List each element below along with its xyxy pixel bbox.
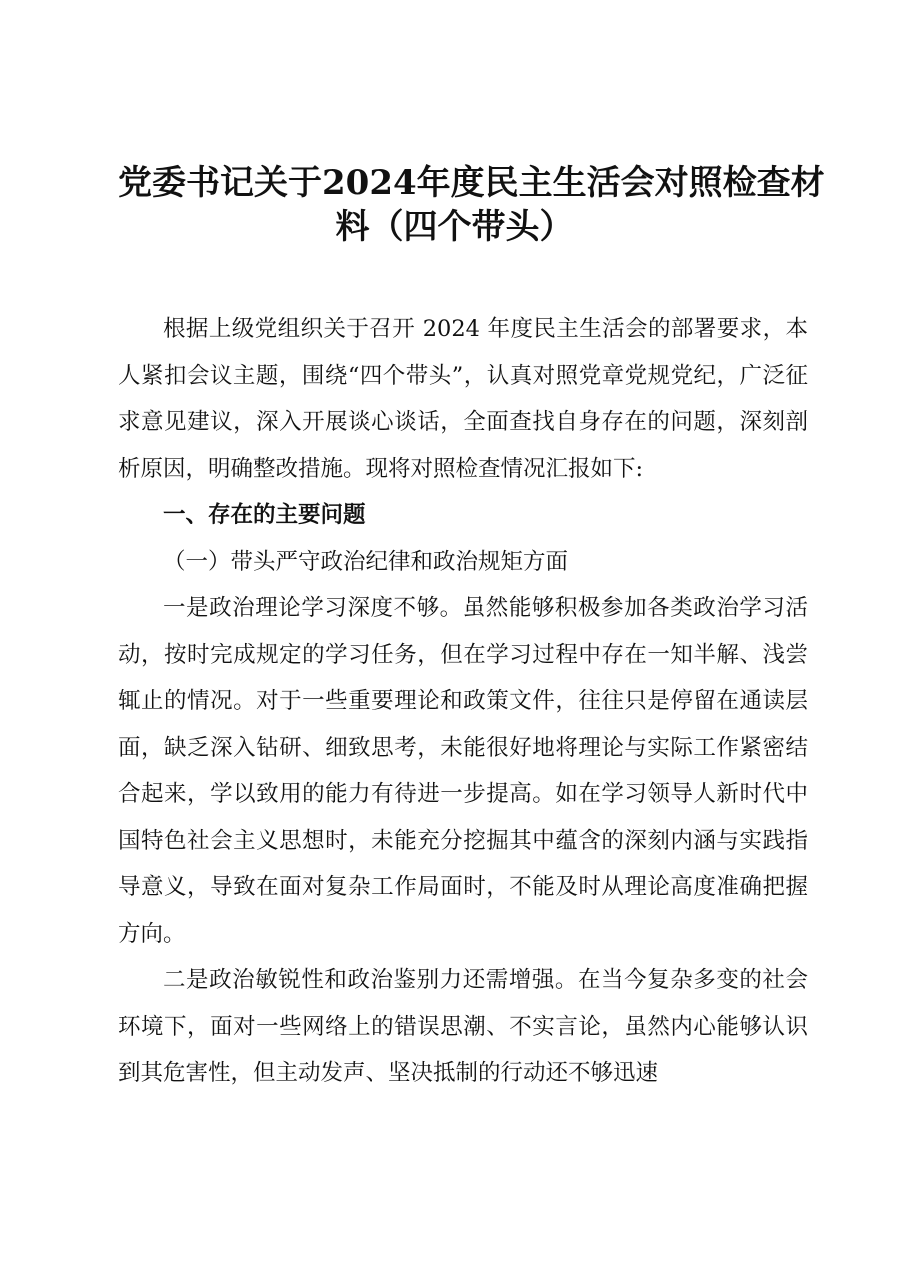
subsection-heading-political-discipline: （一）带头严守政治纪律和政治规矩方面	[163, 548, 569, 575]
paragraph-point-1: 一是政治理论学习深度不够。虽然能够积极参加各类政治学习活动，按时完成规定的学习任务，但在学习过程中存在一知半解、浅尝辄止的情况。对于一些重要理论和政策文件，往往只是停留在通读层面，缺乏深入钻研、细致思考，未能很好地将理论与实际工作紧密结合起来，学以致用的能力有待进一步提高。如在学习领导人新时代中国特色社会主义思想时，未能充分挖掘其中蕴含的深刻内涵与实践指导意义，导致在面对复杂工作局面时，不能及时从理论高度准确把握方向。	[118, 595, 808, 947]
document-body	[118, 306, 808, 1097]
intro-paragraph: 根据上级党组织关于召开 2024 年度民主生活会的部署要求，本人紧扣会议主题，围绕“四个带头”，认真对照党章党规党纪，广泛征求意见建议，深入开展谈心谈话，全面查找自身存在的问题，深刻剖析原因，明确整改措施。现将对照检查情况汇报如下:	[118, 316, 808, 482]
paragraph-point-2: 二是政治敏锐性和政治鉴别力还需增强。在当今复杂多变的社会环境下，面对一些网络上的错误思潮、不实言论，虽然内心能够认识到其危害性，但主动发声、坚决抵制的行动还不够迅速	[118, 967, 808, 1086]
document-title-line-2: 料（四个带头）	[335, 207, 574, 247]
document-title-line-1: 党委书记关于2024年度民主生活会对照检查材	[118, 163, 825, 203]
section-heading-main-problems: 一、存在的主要问题	[163, 502, 366, 528]
